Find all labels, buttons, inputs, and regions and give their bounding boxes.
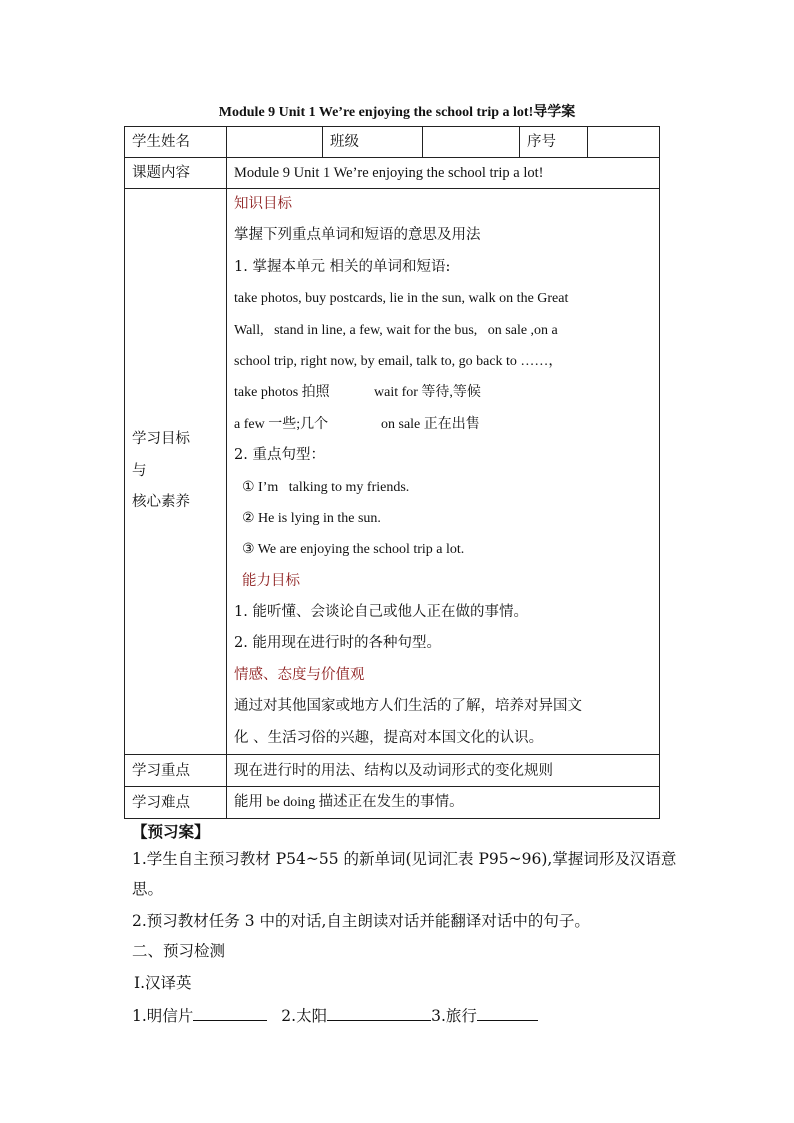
gloss-item: on sale 正在出售: [381, 416, 480, 432]
ability-item: 1. 能听懂、会谈论自己或他人正在做的事情。: [234, 604, 528, 621]
number-cell[interactable]: [588, 127, 660, 158]
point-2: 2. 重点句型：: [234, 447, 325, 464]
key-sentence: ① I’m talking to my friends.: [242, 479, 410, 495]
goals-row: [125, 189, 660, 755]
key-points-row: [125, 755, 660, 787]
difficulties-suffix: 描述正在发生的事情。: [318, 794, 464, 811]
phrase-line: Wall, stand in line, a few, wait for the bus, on sale ,on a: [234, 322, 558, 338]
emotion-text: 化 、生活习俗的兴趣，提高对本国文化的认识。: [234, 729, 544, 746]
gloss-item: a few 一些;几个: [234, 416, 329, 432]
difficulties-row: [125, 787, 660, 819]
difficulties-en: be doing: [263, 795, 319, 811]
difficulties-prefix: 能用: [234, 794, 263, 811]
ability-heading: 能力目标: [242, 572, 300, 589]
answer-blank-1[interactable]: [193, 1002, 267, 1021]
class-cell[interactable]: [423, 127, 520, 158]
answer-blank-3[interactable]: [477, 1002, 538, 1021]
goals-label: [125, 189, 227, 755]
knowledge-intro: 掌握下列重点单词和短语的意思及用法: [234, 227, 481, 244]
student-info-row: [125, 127, 660, 158]
key-points-value: 现在进行时的用法、结构以及动词形式的变化规则: [227, 755, 660, 787]
preview-item-2: 2.预习教材任务 3 中的对话,自主朗读对话并能翻译对话中的句子。: [132, 912, 590, 930]
number-label: 序号: [520, 127, 588, 158]
point-1: 1. 掌握本单元 相关的单词和短语:: [234, 258, 451, 275]
emotion-text: 通过对其他国家或地方人们生活的了解，培养对异国文: [234, 698, 582, 715]
preview-heading: 【预习案】: [132, 822, 210, 841]
class-label: 班级: [323, 127, 423, 158]
student-name-cell[interactable]: [227, 127, 323, 158]
gloss-line: [234, 409, 659, 440]
gloss-item: take photos 拍照: [234, 385, 330, 401]
answer-blank-2[interactable]: [327, 1002, 431, 1021]
emotion-heading: 情感、态度与价值观: [234, 666, 365, 683]
section-heading: Ⅰ.汉译英: [134, 974, 192, 992]
goals-label-line: 学习目标: [132, 431, 190, 448]
phrase-line: take photos, buy postcards, lie in the sun, walk on the Great: [234, 291, 569, 307]
gloss-line: [234, 377, 659, 408]
question-1: 1.明信片: [132, 1007, 194, 1025]
question-3: 3.旅行: [431, 1007, 477, 1025]
document-title: Module 9 Unit 1 We’re enjoying the school trip a lot!导学案: [218, 105, 576, 120]
difficulties-label: 学习难点: [125, 787, 227, 819]
student-name-label: 学生姓名: [125, 127, 227, 158]
topic-row: [125, 158, 660, 189]
goals-label-line: 与: [132, 462, 147, 479]
key-sentence: ② He is lying in the sun.: [242, 510, 381, 526]
study-plan-table: [124, 126, 660, 819]
key-points-label: 学习重点: [125, 755, 227, 787]
check-heading: 二、预习检测: [132, 942, 226, 960]
question-2: 2.太阳: [281, 1007, 328, 1025]
gloss-item: wait for 等待,等候: [374, 385, 481, 401]
goals-content: [227, 189, 660, 755]
topic-label: 课题内容: [125, 158, 227, 189]
preview-item-1: 1.学生自主预习教材 P54~55 的新单词(见词汇表 P95~96),掌握词形及汉语意: [132, 850, 677, 868]
goals-label-line: 核心素养: [132, 494, 190, 511]
preview-item-1-cont: 思。: [132, 880, 164, 898]
knowledge-heading: 知识目标: [234, 196, 292, 212]
ability-item: 2. 能用现在进行时的各种句型。: [234, 635, 441, 652]
key-sentence: ③ We are enjoying the school trip a lot.: [242, 542, 465, 558]
phrase-line: school trip, right now, by email, talk to, go back to ……，: [234, 353, 563, 369]
difficulties-value: [227, 787, 660, 819]
topic-value: Module 9 Unit 1 We’re enjoying the school trip a lot!: [227, 158, 660, 189]
exercise-line: [132, 1002, 538, 1028]
